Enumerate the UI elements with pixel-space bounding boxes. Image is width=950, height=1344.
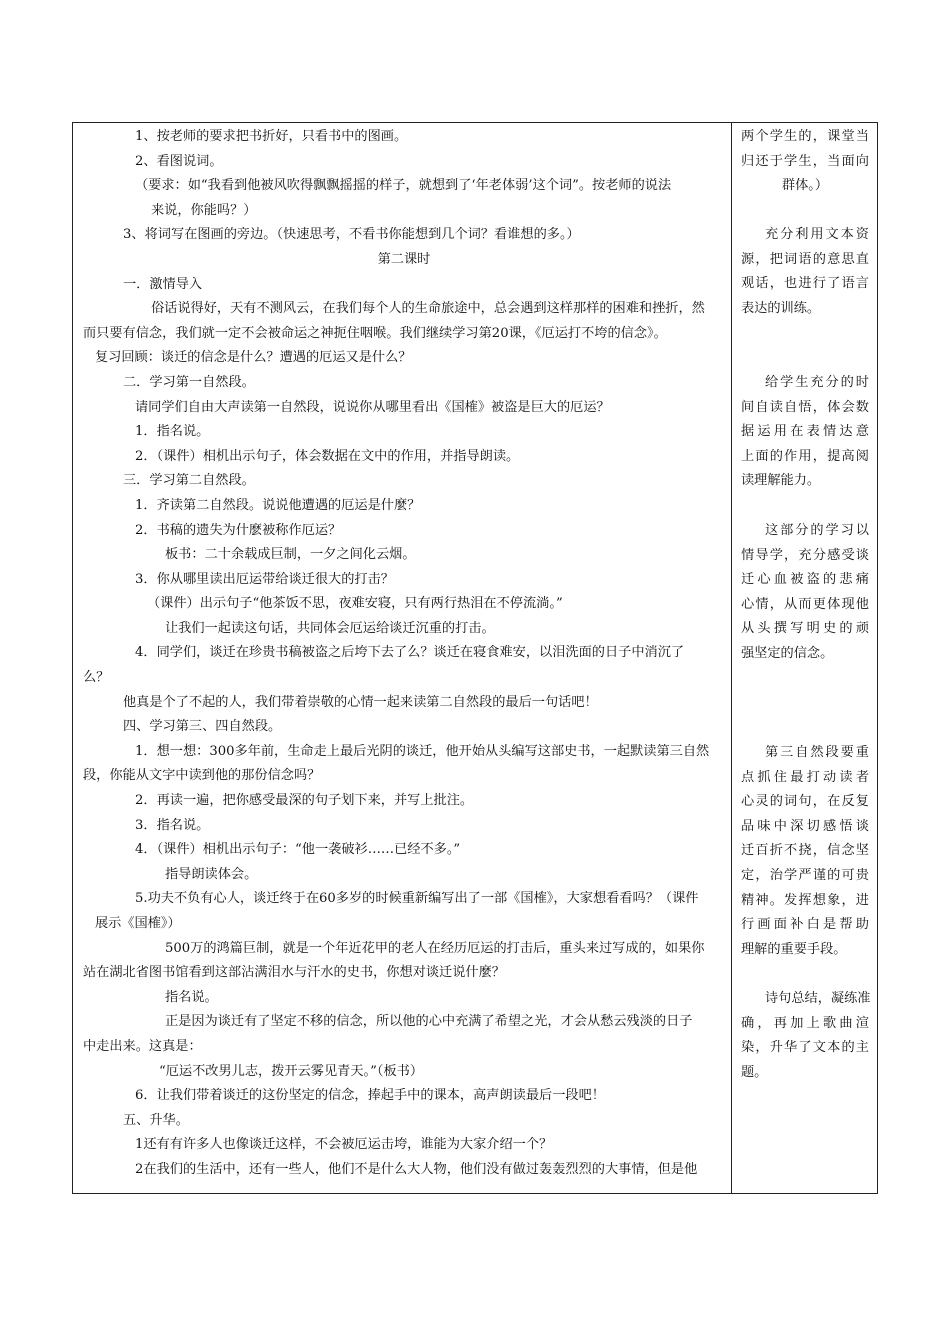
note-line: 源，把词语的意思直 (741, 251, 869, 267)
text-line: 1、按老师的要求把书折好，只看书中的图画。 (135, 129, 408, 144)
note-line: 第三自然段要重 (765, 745, 869, 760)
text-line: “厄运不改男儿志，拨开云雾见青天。”（板书） (159, 1063, 424, 1079)
note-line: 理解的重要手段。 (741, 941, 847, 957)
note-line: 迁心血被盗的悲痛 (741, 572, 869, 588)
text-line: 让我们一起读这句话，共同体会厄运给谈迁沉重的打击。 (165, 620, 495, 636)
note-line: 据运用在表情达意 (741, 424, 869, 440)
text-line: 1还有有许多人也像谈迁这样，不会被厄运击垮，谁能为大家介绍一个？ (135, 1137, 553, 1153)
note-line: 归还于学生，当面向 (741, 153, 869, 169)
design-note (741, 223, 869, 321)
note-line: 充分利用文本资 (765, 227, 869, 242)
text-line: 4．同学们，谈迁在珍贵书稿被盗之后垮下去了么？谈迁在寝食难安，以泪洗面的日子中消沉了 (135, 645, 685, 661)
text-line: 四、学习第三、四自然段。 (123, 719, 282, 735)
note-line: 精神。发挥想象，进 (741, 892, 869, 908)
note-line: 心灵的词句，在反复 (741, 794, 869, 810)
text-line: 1．指名说。 (135, 424, 210, 440)
text-line: 站在湖北省图书馆看到这部沾满泪水与汗水的史书，你想对谈迁说什麼？ (83, 965, 505, 981)
text-line: 而只要有信念，我们就一定不会被命运之神扼住咽喉。我们继续学习第20课，《厄运打不垮的信念》。 (83, 325, 667, 341)
text-line: 他真是个了不起的人，我们带着崇敬的心情一起来读第二自然段的最后一句话吧！ (123, 694, 598, 710)
note-line: 间自读自悟，体会数 (741, 399, 869, 415)
note-line: 定，治学严谨的可贵 (741, 867, 869, 883)
note-line: 表达的训练。 (741, 300, 821, 316)
note-line: 心情，从而更体现他 (741, 596, 869, 612)
text-line: 2．书稿的遗失为什麽被称作厄运？ (135, 522, 342, 538)
note-line: 观话，也进行了语言 (741, 276, 869, 292)
text-line: （课件）出示句子“他茶饭不思，夜难安寝，只有两行热泪在不停流淌。” (147, 596, 563, 612)
note-line: 从头撰写明史的顽 (741, 621, 869, 637)
column-divider (731, 123, 732, 1193)
text-line: （要求：如“我看到他被风吹得飘飘摇摇的样子，就想到了‘年老体弱’这个词”。按老师的说法 (135, 178, 672, 194)
text-line: 1．想一想：300多年前，生命走上最后光阴的谈迁，他开始从头编写这部史书，一起默读第三自然 (135, 743, 710, 759)
note-line: 迁百折不挠，信念坚 (741, 843, 869, 859)
design-note (741, 519, 869, 667)
text-line: 二．学习第一自然段。 (123, 374, 255, 390)
text-line: 2．再读一遍，把你感受最深的句子划下来，并写上批注。 (135, 793, 474, 809)
text-line: 复习回顾：谈迁的信念是什么？遭遇的厄运又是什么？ (95, 350, 412, 366)
design-note (741, 371, 869, 494)
note-line: 点抓住最打动读者 (741, 769, 869, 785)
note-line: 上面的作用，提高阅 (741, 448, 869, 464)
design-note (741, 125, 869, 199)
note-line: 诗句总结，凝练准 (765, 991, 871, 1006)
text-line: 1．齐读第二自然段。说说他遭遇的厄运是什麼？ (135, 497, 421, 513)
text-line: 板书：二十余载成巨制，一夕之间化云烟。 (165, 547, 416, 563)
note-line: 群体。） (781, 178, 829, 194)
note-line: 染，升华了文本的主 (741, 1040, 869, 1056)
text-line: 2在我们的生活中，还有一些人，他们不是什么大人物，他们没有做过轰轰烈烈的大事情，但是他 (135, 1161, 698, 1177)
text-line: 展示《国榷》） (95, 916, 181, 931)
note-line: 题。 (741, 1064, 768, 1080)
design-note (741, 741, 869, 962)
text-line: 五、升华。 (123, 1112, 189, 1128)
text-line: 2．（课件）相机出示句子，体会数据在文中的作用，并指导朗读。 (135, 448, 520, 464)
text-line: 段，你能从文字中读到他的那份信念吗？ (83, 768, 321, 784)
text-line: 4．（课件）相机出示句子：“他一袭破衫……已经不多。” (135, 842, 461, 858)
note-line: 确，再加上歌曲渲 (741, 1015, 869, 1031)
text-line: 请同学们自由大声读第一自然段，说说你从哪里看出《国榷》被盗是巨大的厄运？ (135, 399, 610, 415)
text-line: 么？ (83, 670, 110, 686)
design-note (741, 987, 869, 1085)
note-line: 给学生充分的时 (765, 375, 869, 390)
text-line: 6．让我们带着谈迁的这份坚定的信念，捧起手中的课本，高声朗读最后一段吧！ (135, 1088, 605, 1104)
note-line: 读理解能力。 (741, 473, 821, 489)
note-line: 品味中深切感悟谈 (741, 818, 869, 834)
text-line: 指导朗读体会。 (165, 866, 258, 882)
note-line: 两个学生的，课堂当 (741, 129, 869, 144)
text-line: 俗话说得好，天有不测风云，在我们每个人的生命旅途中，总会遇到这样那样的困难和挫折，然 (151, 301, 705, 317)
text-line: 3．指名说。 (135, 817, 210, 833)
text-line: 来说，你能吗？） (151, 202, 257, 218)
teaching-process-column (83, 125, 725, 1183)
note-line: 情导学，充分感受谈 (741, 547, 869, 563)
text-line: 一．激情导入 (123, 276, 203, 292)
text-line: 3、将词写在图画的旁边。（快速思考，不看书你能想到几个词？看谁想的多。） (123, 227, 580, 243)
text-line: 正是因为谈迁有了坚定不移的信念，所以他的心中充满了希望之光，才会从愁云残淡的日子 (165, 1014, 693, 1030)
text-line: 3．你从哪里读出厄运带给谈迁很大的打击？ (135, 571, 394, 587)
note-line: 行画面补白是帮助 (741, 917, 869, 933)
note-line: 强坚定的信念。 (741, 645, 834, 661)
text-line: 500万的鸿篇巨制，就是一个年近花甲的老人在经历厄运的打击后，重头来过写成的，如果你 (165, 940, 705, 956)
text-line: 5.功夫不负有心人，谈迁终于在60多岁的时候重新编写出了一部《国榷》，大家想看看吗？（课件 (135, 891, 699, 907)
text-line: 2、看图说词。 (135, 153, 223, 169)
text-line: 中走出来。这真是： (83, 1038, 202, 1054)
text-line: 三．学习第二自然段。 (123, 473, 255, 489)
lesson-plan-table (72, 122, 878, 1194)
note-line: 这部分的学习以 (765, 523, 869, 538)
section-title: 第二课时 (377, 251, 431, 267)
text-line: 指名说。 (165, 989, 218, 1005)
